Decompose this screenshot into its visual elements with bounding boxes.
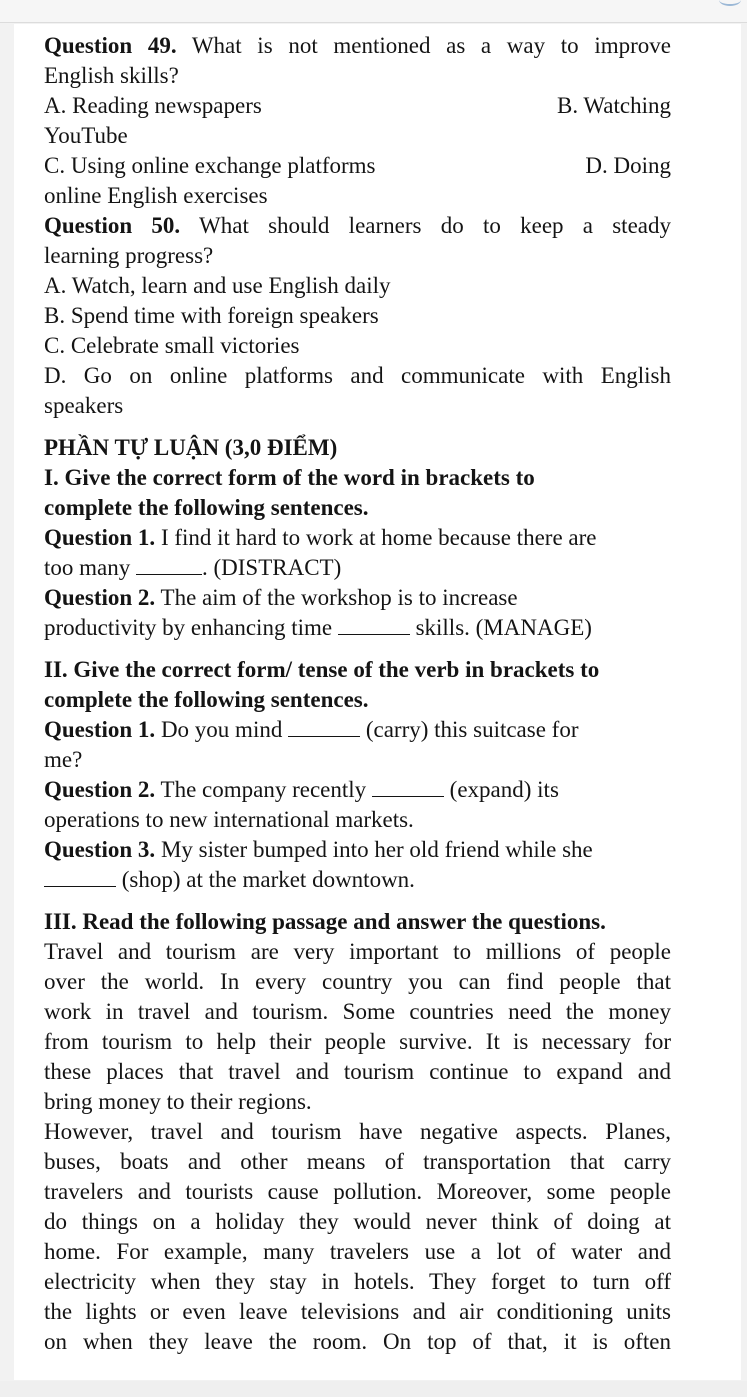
q49-line-1: Question 49. What is not mentioned as a way to improve (44, 33, 671, 58)
answer-blank (372, 778, 444, 797)
passage-line: do things on a holiday they would never think of doing at (44, 1209, 671, 1234)
s2-q1-line-1: Question 1. Do you mind (carry) this suitcase for (44, 717, 579, 742)
section-2-title: II. Give the correct form/ tense of the verb in brackets to (44, 657, 600, 682)
section-2-title-cont: complete the following sentences. (44, 687, 369, 712)
top-bar (0, 0, 747, 23)
answer-blank (338, 616, 410, 635)
passage-line: the lights or even leave televisions and air conditioning units (44, 1299, 671, 1324)
passage-line: electricity when they stay in hotels. They forget to turn off (44, 1269, 671, 1294)
passage-line: these places that travel and tourism continue to expand and (44, 1059, 671, 1084)
passage-line: buses, boats and other means of transportation that carry (44, 1149, 671, 1174)
q50-line-1: Question 50. What should learners do to keep a steady (44, 213, 671, 238)
document-content (44, 31, 671, 1357)
passage-line: from tourism to help their people survive. It is necessary for (44, 1029, 671, 1054)
q49-option-c: C. Using online exchange platforms (44, 153, 376, 178)
q49-options-cd (44, 151, 671, 181)
q50-option-d: D. Go on online platforms and communicate with English (44, 363, 671, 388)
s2-q3-line-2: (shop) at the market downtown. (44, 865, 671, 895)
bottom-bar (0, 1381, 747, 1397)
q49-option-b-cont: YouTube (44, 123, 128, 148)
passage-line: home. For example, many travelers use a lot of water and (44, 1239, 671, 1264)
q50-option-b: B. Spend time with foreign speakers (44, 303, 379, 328)
s1-q1-line-1: Question 1. I find it hard to work at home because there are (44, 525, 597, 550)
s1-q2-line-2: productivity by enhancing time skills. (MANAGE) (44, 615, 592, 640)
passage-line: work in travel and tourism. Some countries need the money (44, 999, 671, 1024)
s1-q1-line-2: too many . (DISTRACT) (44, 555, 342, 580)
q49-option-a: A. Reading newspapers (44, 93, 262, 118)
answer-blank (288, 718, 360, 737)
section-1-title-cont: complete the following sentences. (44, 495, 369, 520)
q49-line-2: English skills? (44, 63, 179, 88)
passage-line: bring money to their regions. (44, 1089, 312, 1114)
q49-option-b: B. Watching (557, 93, 671, 118)
answer-blank (44, 868, 116, 887)
q49-label: Question 49. (44, 33, 177, 58)
section-3-title: III. Read the following passage and answer the questions. (44, 909, 606, 934)
s1-q2-line-1: Question 2. The aim of the workshop is to increase (44, 585, 518, 610)
passage-line: on when they leave the room. On top of that, it is often (44, 1329, 671, 1354)
q49-option-d: D. Doing (585, 153, 671, 178)
passage-line: Travel and tourism are very important to millions of people (44, 939, 671, 964)
s2-q1-line-2: me? (44, 747, 83, 772)
passage-line: over the world. In every country you can find people that (44, 969, 671, 994)
section-1-title: I. Give the correct form of the word in brackets to (44, 465, 535, 490)
passage-line: travelers and tourists cause pollution. Moreover, some people (44, 1179, 671, 1204)
q50-option-a: A. Watch, learn and use English daily (44, 273, 391, 298)
q49-option-d-cont: online English exercises (44, 183, 268, 208)
essay-heading: PHẦN TỰ LUẬN (3,0 ĐIỂM) (44, 435, 338, 460)
passage-line: However, travel and tourism have negative aspects. Planes, (44, 1119, 671, 1144)
answer-blank (136, 556, 202, 575)
q50-option-c: C. Celebrate small victories (44, 333, 300, 358)
q49-options-ab (44, 91, 671, 121)
s2-q2-line-2: operations to new international markets. (44, 807, 414, 832)
corner-indicator-icon (719, 0, 741, 6)
document-page (14, 24, 741, 1380)
q50-label: Question 50. (44, 213, 181, 238)
q50-option-d-cont: speakers (44, 393, 124, 418)
s2-q2-line-1: Question 2. The company recently (expand) its (44, 777, 559, 802)
s2-q3-line-1: Question 3. My sister bumped into her old friend while she (44, 837, 593, 862)
q50-line-2: learning progress? (44, 243, 214, 268)
